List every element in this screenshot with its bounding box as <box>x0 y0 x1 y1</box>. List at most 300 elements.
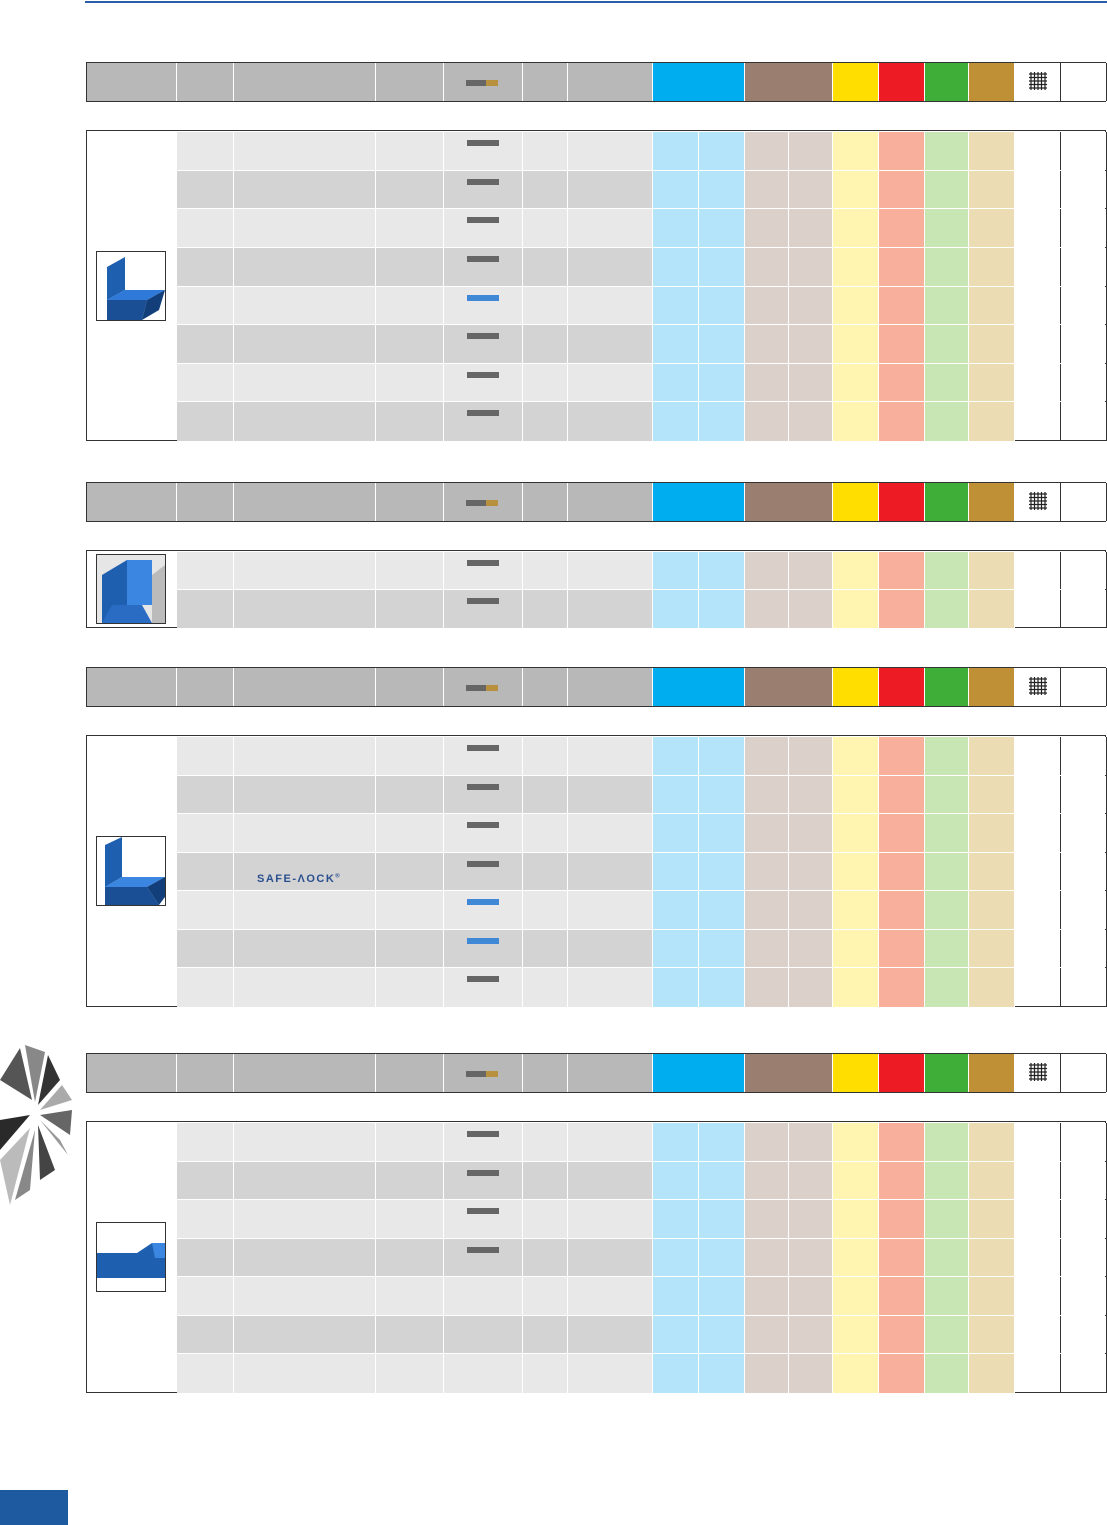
coating-bar-icon <box>467 745 499 751</box>
table-cell <box>925 1316 969 1355</box>
table-cell <box>745 287 789 326</box>
table-cell <box>376 737 444 776</box>
table-cell <box>234 1123 376 1162</box>
table-cell <box>833 1316 879 1355</box>
table-cell <box>234 1316 376 1355</box>
coating-bar-icon <box>467 410 499 416</box>
table-cell <box>1015 1354 1061 1393</box>
table-cell <box>568 325 653 364</box>
table-cell <box>653 1200 699 1239</box>
table-row <box>177 589 1105 628</box>
header-cell <box>653 668 745 706</box>
table-cell <box>568 590 653 628</box>
table-cell <box>1061 1200 1107 1239</box>
table-cell <box>177 1200 234 1239</box>
table-cell <box>699 132 745 171</box>
table-cell <box>789 209 833 248</box>
table-cell <box>444 402 523 441</box>
table-cell <box>1015 1200 1061 1239</box>
table-cell <box>568 248 653 287</box>
table-cell <box>523 325 568 364</box>
table-row <box>177 775 1105 815</box>
table-cell <box>745 590 789 628</box>
table-cell <box>969 171 1015 210</box>
coating-bar-icon <box>467 938 499 944</box>
table-cell <box>969 552 1015 590</box>
table-cell <box>789 402 833 441</box>
table-cell <box>444 853 523 892</box>
header-cell <box>376 668 444 706</box>
coating-bar-icon <box>467 822 499 828</box>
table-cell <box>699 814 745 853</box>
header-cell <box>833 668 879 706</box>
table-cell <box>789 776 833 815</box>
table-cell <box>234 287 376 326</box>
coating-bar-icon <box>467 598 499 604</box>
grid-mesh-icon <box>1029 677 1047 695</box>
tool-profile-image <box>96 251 166 321</box>
table-cell <box>1015 1162 1061 1201</box>
table-cell <box>568 853 653 892</box>
table-cell <box>1015 287 1061 326</box>
table-cell <box>523 814 568 853</box>
table-cell <box>745 552 789 590</box>
header-cell <box>568 483 653 521</box>
table-cell <box>234 1200 376 1239</box>
table-cell <box>789 248 833 287</box>
table-row <box>177 1238 1105 1278</box>
header-cell <box>879 668 925 706</box>
table-cell <box>653 402 699 441</box>
table-cell <box>523 1277 568 1316</box>
table-cell <box>925 171 969 210</box>
header-cell <box>523 63 568 101</box>
table-cell <box>1061 402 1107 441</box>
tool-profile-image <box>96 1222 166 1292</box>
product-table <box>86 735 1106 1007</box>
table-cell <box>969 1277 1015 1316</box>
table-cell <box>969 132 1015 171</box>
table-cell <box>444 1354 523 1393</box>
table-cell <box>925 132 969 171</box>
table-cell <box>1061 1162 1107 1201</box>
table-cell <box>568 1123 653 1162</box>
table-cell <box>444 1316 523 1355</box>
table-cell <box>789 132 833 171</box>
table-cell <box>879 1200 925 1239</box>
table-cell <box>699 287 745 326</box>
table-cell <box>653 853 699 892</box>
header-cell <box>87 1054 177 1092</box>
table-cell <box>969 968 1015 1007</box>
grid-mesh-icon <box>1029 1063 1047 1081</box>
table-cell <box>376 1123 444 1162</box>
table-cell <box>444 1162 523 1201</box>
table-cell <box>568 1354 653 1393</box>
header-cell <box>745 668 833 706</box>
coating-bar-icon <box>466 1071 486 1077</box>
table-cell <box>177 968 234 1007</box>
table-cell <box>879 171 925 210</box>
table-cell <box>177 325 234 364</box>
table-cell <box>376 209 444 248</box>
table-cell <box>653 248 699 287</box>
header-cell <box>87 483 177 521</box>
product-table <box>86 1121 1106 1393</box>
header-cell <box>376 483 444 521</box>
table-cell <box>925 776 969 815</box>
table-cell <box>833 814 879 853</box>
table-cell <box>444 1277 523 1316</box>
table-cell <box>1015 248 1061 287</box>
header-cell <box>925 1054 969 1092</box>
table-cell <box>653 776 699 815</box>
table-cell <box>745 776 789 815</box>
coating-bar-icon <box>467 899 499 905</box>
table-cell <box>568 287 653 326</box>
table-cell <box>177 853 234 892</box>
table-cell <box>523 1316 568 1355</box>
table-cell <box>925 1354 969 1393</box>
table-cell <box>833 402 879 441</box>
table-cell <box>653 1277 699 1316</box>
header-cell <box>653 483 745 521</box>
table-cell <box>925 891 969 930</box>
header-cell <box>1061 63 1107 101</box>
table-cell <box>523 1123 568 1162</box>
table-cell <box>1015 891 1061 930</box>
table-cell <box>234 364 376 403</box>
table-cell <box>523 891 568 930</box>
table-cell <box>879 737 925 776</box>
table-cell <box>745 930 789 969</box>
table-cell <box>568 1316 653 1355</box>
table-cell <box>789 1123 833 1162</box>
table-cell <box>789 891 833 930</box>
table-cell <box>376 325 444 364</box>
table-cell <box>376 1162 444 1201</box>
table-cell <box>925 402 969 441</box>
table-cell <box>177 1162 234 1201</box>
table-cell <box>969 1316 1015 1355</box>
table-cell <box>969 1123 1015 1162</box>
table-cell <box>879 968 925 1007</box>
table-cell <box>745 1354 789 1393</box>
table-cell <box>653 968 699 1007</box>
header-cell <box>1015 668 1061 706</box>
table-cell <box>1015 968 1061 1007</box>
table-cell <box>234 853 376 892</box>
header-cell <box>444 63 523 101</box>
table-cell <box>879 930 925 969</box>
table-cell <box>523 968 568 1007</box>
table-cell <box>653 1123 699 1162</box>
table-cell <box>444 891 523 930</box>
table-cell <box>789 853 833 892</box>
table-cell <box>444 209 523 248</box>
table-row <box>177 170 1105 210</box>
header-cell <box>833 483 879 521</box>
table-cell <box>653 287 699 326</box>
table-cell <box>699 930 745 969</box>
table-cell <box>523 1239 568 1278</box>
table-cell <box>523 1200 568 1239</box>
table-cell <box>879 287 925 326</box>
table-cell <box>699 171 745 210</box>
coating-bar-icon <box>467 333 499 339</box>
header-cell <box>1061 1054 1107 1092</box>
grid-mesh-icon <box>1029 72 1047 90</box>
table-cell <box>699 891 745 930</box>
header-cell <box>1015 483 1061 521</box>
table-cell <box>789 1316 833 1355</box>
header-cell <box>1015 1054 1061 1092</box>
table-cell <box>234 209 376 248</box>
table-cell <box>1061 248 1107 287</box>
table-cell <box>444 968 523 1007</box>
table-cell <box>1015 776 1061 815</box>
table-cell <box>444 552 523 590</box>
table-cell <box>523 552 568 590</box>
table-cell <box>568 402 653 441</box>
table-cell <box>376 1354 444 1393</box>
table-cell <box>969 364 1015 403</box>
coating-bar-icon <box>486 500 498 506</box>
table-cell <box>376 891 444 930</box>
header-cell <box>925 668 969 706</box>
table-cell <box>177 171 234 210</box>
header-cell <box>879 63 925 101</box>
table-cell <box>745 1316 789 1355</box>
header-cell <box>969 63 1015 101</box>
table-row <box>177 247 1105 287</box>
table-row <box>177 852 1105 892</box>
table-row <box>177 1161 1105 1201</box>
table-cell <box>568 776 653 815</box>
header-cell <box>745 1054 833 1092</box>
table-cell <box>745 968 789 1007</box>
table-cell <box>177 402 234 441</box>
table-cell <box>568 209 653 248</box>
table-cell <box>969 248 1015 287</box>
table-cell <box>699 1316 745 1355</box>
table-cell <box>653 132 699 171</box>
coating-bar-icon <box>467 217 499 223</box>
table-cell <box>653 209 699 248</box>
table-cell <box>376 930 444 969</box>
table-cell <box>1061 590 1107 628</box>
table-cell <box>376 814 444 853</box>
table-cell <box>376 968 444 1007</box>
table-cell <box>789 364 833 403</box>
table-cell <box>1015 325 1061 364</box>
table-cell <box>444 1123 523 1162</box>
table-cell <box>745 171 789 210</box>
header-cell <box>653 1054 745 1092</box>
table-cell <box>653 737 699 776</box>
table-row <box>177 813 1105 853</box>
end-mill-decor-image <box>0 1040 75 1210</box>
table-cell <box>699 776 745 815</box>
table-cell <box>699 1354 745 1393</box>
table-row <box>177 890 1105 930</box>
table-cell <box>568 552 653 590</box>
table-cell <box>969 1162 1015 1201</box>
table-cell <box>177 1239 234 1278</box>
table-cell <box>833 1277 879 1316</box>
table-cell <box>376 1316 444 1355</box>
table-cell <box>376 853 444 892</box>
table-cell <box>879 402 925 441</box>
header-cell <box>925 63 969 101</box>
table-cell <box>376 402 444 441</box>
header-cell <box>745 63 833 101</box>
table-cell <box>568 1200 653 1239</box>
table-cell <box>879 590 925 628</box>
table-cell <box>234 132 376 171</box>
table-cell <box>1061 364 1107 403</box>
table-cell <box>523 364 568 403</box>
table-cell <box>1015 590 1061 628</box>
table-cell <box>568 364 653 403</box>
table-cell <box>969 853 1015 892</box>
table-cell <box>376 364 444 403</box>
table-cell <box>444 590 523 628</box>
table-cell <box>699 737 745 776</box>
tool-profile-image <box>96 554 166 624</box>
header-cell <box>177 1054 234 1092</box>
table-cell <box>833 364 879 403</box>
table-cell <box>523 287 568 326</box>
header-cell <box>879 1054 925 1092</box>
table-cell <box>234 968 376 1007</box>
table-cell <box>1015 364 1061 403</box>
header-cell <box>376 1054 444 1092</box>
table-cell <box>789 1200 833 1239</box>
table-cell <box>879 853 925 892</box>
table-cell <box>376 1277 444 1316</box>
table-cell <box>745 248 789 287</box>
table-cell <box>833 1123 879 1162</box>
table-cell <box>523 1162 568 1201</box>
coating-bar-icon <box>466 80 486 86</box>
coating-bar-icon <box>467 1170 499 1176</box>
table-cell <box>879 325 925 364</box>
table-cell <box>1061 968 1107 1007</box>
table-cell <box>568 891 653 930</box>
table-cell <box>1061 552 1107 590</box>
table-cell <box>789 930 833 969</box>
table-cell <box>234 325 376 364</box>
table-cell <box>833 776 879 815</box>
table-cell <box>234 930 376 969</box>
table-cell <box>969 590 1015 628</box>
table-cell <box>1061 737 1107 776</box>
table-cell <box>1015 853 1061 892</box>
table-cell <box>177 590 234 628</box>
header-cell <box>969 483 1015 521</box>
table-cell <box>1061 171 1107 210</box>
table-cell <box>833 209 879 248</box>
coating-bar-icon <box>467 295 499 301</box>
table-cell <box>969 325 1015 364</box>
tool-profile-image <box>96 836 166 906</box>
table-row <box>177 1353 1105 1393</box>
coating-bar-icon <box>466 500 486 506</box>
coating-bar-icon <box>486 80 498 86</box>
table-cell <box>177 1354 234 1393</box>
table-cell <box>653 552 699 590</box>
header-cell <box>568 63 653 101</box>
table-cell <box>879 364 925 403</box>
table-cell <box>699 853 745 892</box>
table-cell <box>833 968 879 1007</box>
table-cell <box>1015 1123 1061 1162</box>
table-cell <box>969 209 1015 248</box>
coating-bar-icon <box>486 685 498 691</box>
table-cell <box>969 1354 1015 1393</box>
table-cell <box>444 248 523 287</box>
table-cell <box>177 737 234 776</box>
header-cell <box>925 483 969 521</box>
table-row <box>177 551 1105 590</box>
table-cell <box>177 552 234 590</box>
table-cell <box>789 1354 833 1393</box>
table-cell <box>376 171 444 210</box>
table-cell <box>1061 1277 1107 1316</box>
table-cell <box>568 968 653 1007</box>
table-cell <box>1061 325 1107 364</box>
table-cell <box>1061 287 1107 326</box>
table-cell <box>833 1162 879 1201</box>
table-cell <box>833 552 879 590</box>
table-cell <box>789 1277 833 1316</box>
header-cell <box>1061 483 1107 521</box>
table-cell <box>745 402 789 441</box>
table-cell <box>1015 402 1061 441</box>
header-cell <box>177 63 234 101</box>
header-cell <box>234 1054 376 1092</box>
table-cell <box>376 248 444 287</box>
coating-bar-icon <box>467 140 499 146</box>
table-cell <box>653 1239 699 1278</box>
table-cell <box>234 248 376 287</box>
table-cell <box>376 1239 444 1278</box>
safe-lock-logo: SAFE-ΛOCK® <box>257 873 342 885</box>
table-cell <box>376 590 444 628</box>
table-row <box>177 401 1105 441</box>
table-cell <box>523 930 568 969</box>
table-cell <box>745 325 789 364</box>
table-cell <box>925 325 969 364</box>
table-row <box>177 286 1105 326</box>
table-cell <box>789 1162 833 1201</box>
table-cell <box>879 814 925 853</box>
header-cell <box>745 483 833 521</box>
table-cell <box>789 968 833 1007</box>
table-cell <box>444 171 523 210</box>
table-cell <box>833 930 879 969</box>
table-row <box>177 208 1105 248</box>
table-cell <box>969 776 1015 815</box>
table-cell <box>699 590 745 628</box>
table-cell <box>523 248 568 287</box>
table-cell <box>745 1162 789 1201</box>
header-cell <box>969 668 1015 706</box>
table-cell <box>969 814 1015 853</box>
header-cell <box>444 668 523 706</box>
table-row <box>177 967 1105 1007</box>
